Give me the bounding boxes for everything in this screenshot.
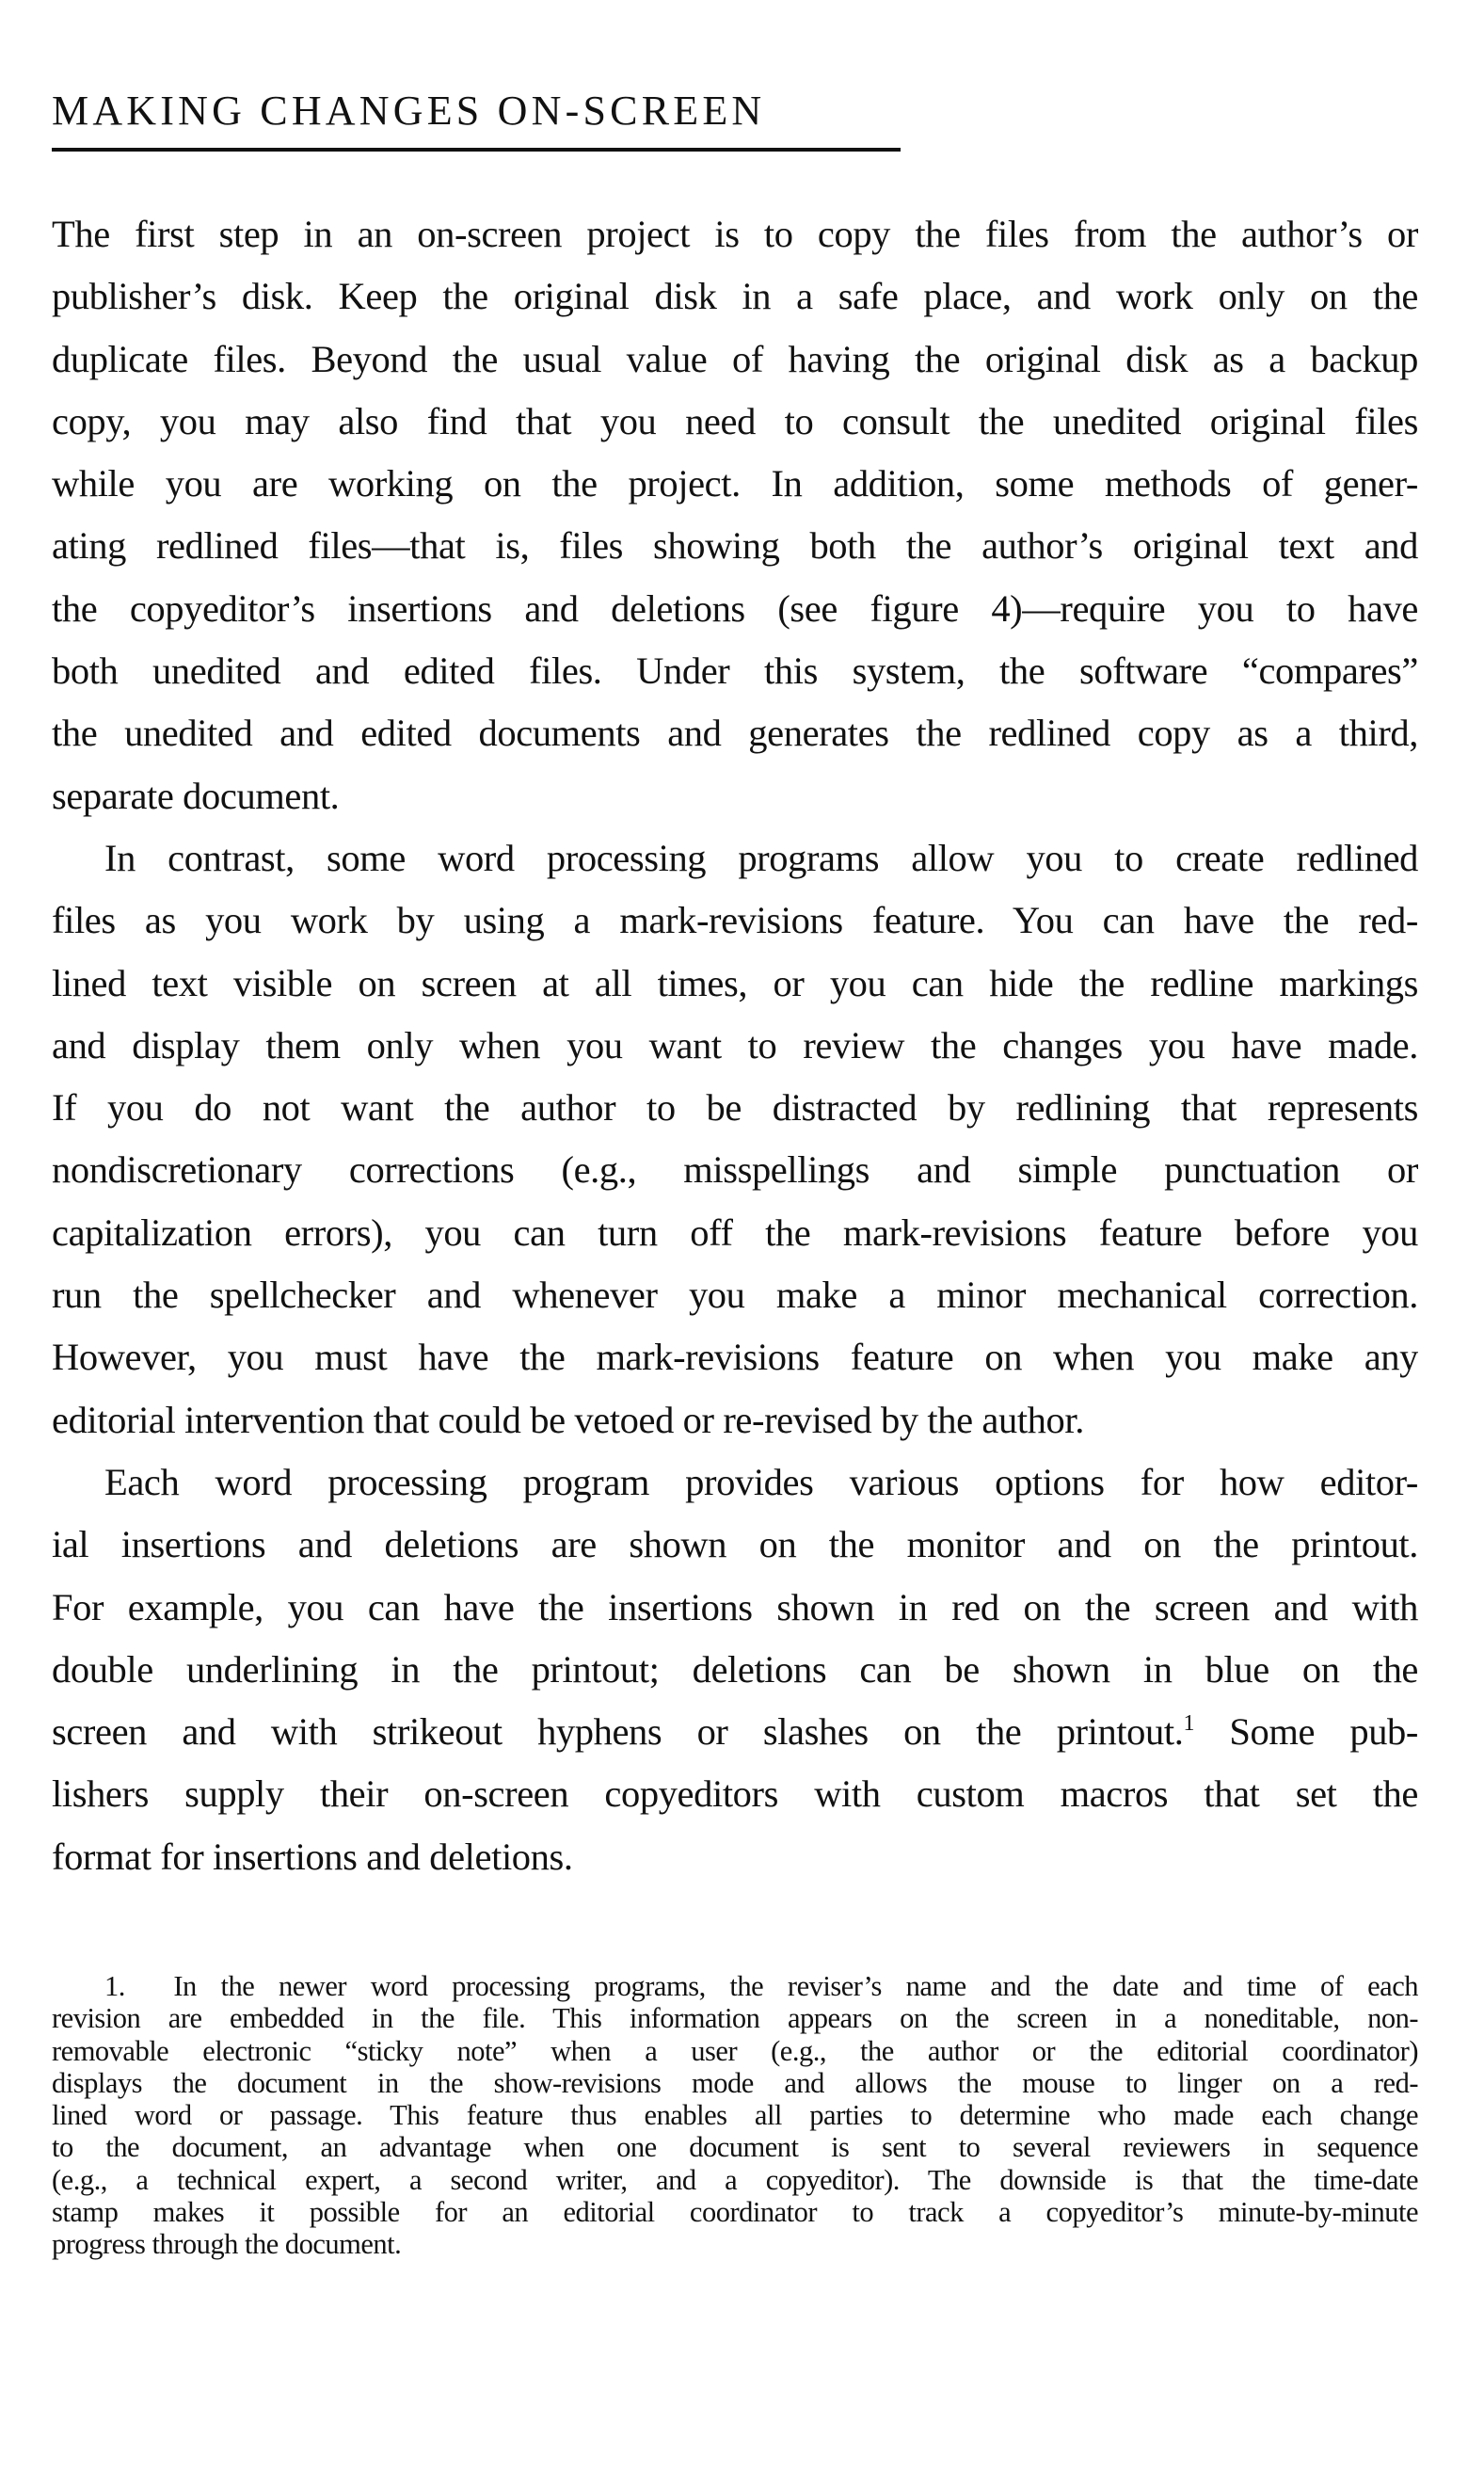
text-line: lishers supply their on-screen copyeditors with custom macros that set the bbox=[52, 1772, 1418, 1816]
text-line: the unedited and edited documents and generates the redlined copy as a third, bbox=[52, 712, 1418, 755]
text-line: both unedited and edited files. Under this system, the software “compares” bbox=[52, 649, 1418, 693]
section-heading: MAKING CHANGES ON-SCREEN bbox=[52, 88, 766, 134]
footnote-line: lined word or passage. This feature thus enables all parties to determine who made each change bbox=[52, 2099, 1418, 2132]
text-line: format for insertions and deletions. bbox=[52, 1835, 573, 1878]
paragraph bbox=[52, 203, 1418, 827]
heading-rule bbox=[52, 148, 901, 152]
text-line: However, you must have the mark-revisions feature on when you make any bbox=[52, 1336, 1418, 1379]
text-line: editorial intervention that could be vetoed or re-revised by the author. bbox=[52, 1398, 1084, 1441]
text-line: while you are working on the project. In addition, some methods of gener- bbox=[52, 462, 1418, 505]
text-line: copy, you may also find that you need to consult the unedited original files bbox=[52, 399, 1418, 442]
footnote-line: to the document, an advantage when one document is sent to several reviewers in sequence bbox=[52, 2131, 1418, 2164]
text-line: ating redlined files—that is, files showing both the author’s original text and bbox=[52, 524, 1418, 568]
footnote-line: revision are embedded in the file. This information appears on the screen in a noneditable, non- bbox=[52, 2002, 1418, 2035]
text-line: double underlining in the printout; deletions can be shown in blue on the bbox=[52, 1647, 1418, 1691]
footnote-number: 1. bbox=[104, 1970, 125, 2002]
footnote-line bbox=[52, 1970, 1418, 2002]
footnote-line: stamp makes it possible for an editorial coordinator to track a copyeditor’s minute-by-minute bbox=[52, 2196, 1418, 2229]
body-text bbox=[52, 203, 1418, 1888]
text-line: lined text visible on screen at all times, or you can hide the redline markings bbox=[52, 961, 1418, 1004]
paragraph bbox=[52, 827, 1418, 1451]
text-line: separate document. bbox=[52, 774, 340, 817]
text-line: publisher’s disk. Keep the original disk in a safe place, and work only on the bbox=[52, 275, 1418, 318]
text-line: If you do not want the author to be distracted by redlining that represents bbox=[52, 1086, 1418, 1130]
text-line: In contrast, some word processing programs allow you to create redlined bbox=[104, 836, 1418, 879]
text-line: files as you work by using a mark-revisions feature. You can have the red- bbox=[52, 899, 1418, 942]
text-line: and display them only when you want to review the changes you have made. bbox=[52, 1023, 1418, 1066]
text-line: The first step in an on-screen project is to copy the files from the author’s or bbox=[52, 213, 1418, 255]
text-line: ial insertions and deletions are shown on the monitor and on the printout. bbox=[52, 1523, 1418, 1566]
paragraph bbox=[52, 1451, 1418, 1888]
text-line: For example, you can have the insertions shown in red on the screen and with bbox=[52, 1585, 1418, 1628]
text-line: run the spellchecker and whenever you make a minor mechanical correction. bbox=[52, 1274, 1418, 1317]
text-line bbox=[52, 1701, 1418, 1763]
footnote-line: displays the document in the show-revisions mode and allows the mouse to linger on a red- bbox=[52, 2066, 1418, 2099]
text-line: capitalization errors), you can turn off the mark-revisions feature before you bbox=[52, 1210, 1418, 1254]
text-segment: screen and with strikeout hyphens or slashes on the printout. bbox=[52, 1710, 1184, 1754]
footnote-reference[interactable]: 1 bbox=[1183, 1711, 1195, 1737]
text-line: Each word processing program provides various options for how editor- bbox=[104, 1460, 1418, 1503]
text-segment: In the newer word processing programs, the reviser’s name and the date and time of each bbox=[173, 1970, 1418, 2002]
footnote bbox=[52, 1970, 1418, 2261]
footnote-line: progress through the document. bbox=[52, 2228, 402, 2261]
text-line: the copyeditor’s insertions and deletions (see figure 4)—require you to have bbox=[52, 586, 1418, 630]
text-segment: Some pub- bbox=[1194, 1710, 1418, 1754]
footnote-line: removable electronic “sticky note” when a user (e.g., the author or the editorial coordinator) bbox=[52, 2034, 1418, 2067]
text-line: duplicate files. Beyond the usual value of having the original disk as a backup bbox=[52, 337, 1418, 380]
footnote-line: (e.g., a technical expert, a second writer, and a copyeditor). The downside is that the time-date bbox=[52, 2163, 1418, 2196]
text-line: nondiscretionary corrections (e.g., misspellings and simple punctuation or bbox=[52, 1148, 1418, 1192]
